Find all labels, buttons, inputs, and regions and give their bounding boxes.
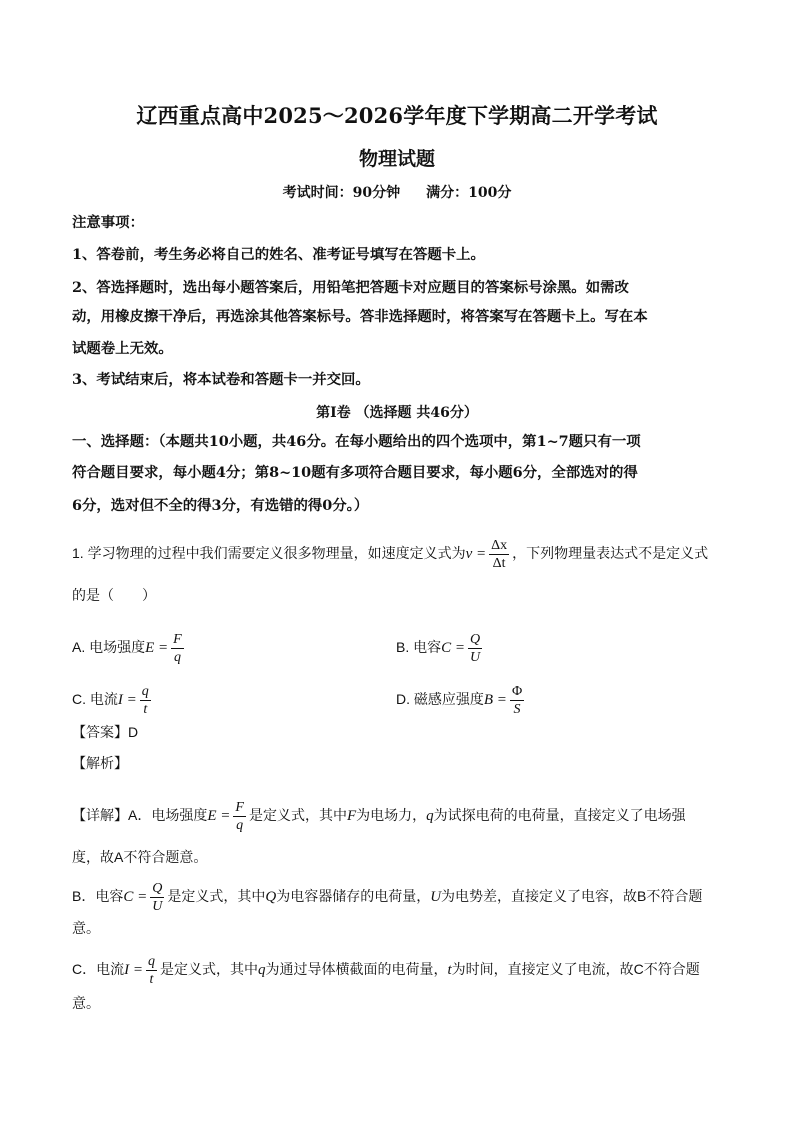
- detail-a-line2: 度，故A不符合题意。: [72, 849, 208, 865]
- detail-a: 【详解】A．电场强度E = $\frac{F}{q}$ 是定义式，其中F为电场力，q为试探电荷的电荷量，直接定义了电场强: [72, 800, 686, 833]
- section-instructions: 符合题目要求，每小题4分；第8~10题有多项符合题目要求，每小题6分，全部选对的得: [72, 464, 638, 481]
- exam-title: 辽西重点高中2025～2026学年度下学期高二开学考试: [136, 103, 658, 128]
- detail-b: B．电容C = $\frac{Q}{U}$ 是定义式，其中Q为电容器储存的电荷量，U为电势差，直接定义了电容，故B不符合题: [72, 881, 703, 914]
- option-d: D. 磁感应强度B = $\frac{\Phi}{S}$: [396, 684, 523, 717]
- exam-time: 考试时间：90分钟: [282, 185, 401, 201]
- section-instructions: 一、选择题：（本题共10小题，共46分。在每小题给出的四个选项中，第1~7题只有一项: [72, 433, 641, 450]
- answer-line: [72, 722, 138, 742]
- detail-b-line2: 意。: [72, 920, 100, 936]
- analysis-tag: 【解析】: [72, 755, 128, 771]
- question-1-stem: 1. 学习物理的过程中我们需要定义很多物理量，如速度定义式为v = $\frac{\Delta x}{\Delta t}$ ，下列物理量表达式不是定义式: [72, 538, 709, 571]
- note-line: 动，用橡皮擦干净后，再选涂其他答案标号。答非选择题时，将答案写在答题卡上。写在本: [72, 308, 648, 325]
- answer-value: D: [128, 724, 139, 740]
- exam-meta: [0, 182, 794, 202]
- section-title: 第Ⅰ卷 （选择题 共46分）: [316, 405, 478, 421]
- note-line: 2、答选择题时，选出每小题答案后，用铅笔把答题卡对应题目的答案标号涂黑。如需改: [72, 279, 629, 296]
- notes-heading: 注意事项：: [72, 214, 144, 231]
- detail-c: C．电流I = $\frac{q}{t}$ 是定义式，其中q为通过导体横截面的电荷量，t为时间，直接定义了电流，故C不符合题: [72, 954, 700, 987]
- question-1-stem-line2: 的是（ ）: [72, 587, 156, 603]
- full-score: 满分：100分: [426, 185, 512, 201]
- note-line: 1、答卷前，考生务必将自己的姓名、准考证号填写在答题卡上。: [72, 246, 485, 263]
- option-c: C. 电流I = $\frac{q}{t}$: [72, 684, 149, 717]
- note-line: 3、考试结束后，将本试卷和答题卡一并交回。: [72, 371, 370, 388]
- option-a: A. 电场强度E = $\frac{F}{q}$: [72, 632, 182, 665]
- velocity-fraction: $\frac{\Delta x}{\Delta t}$: [491, 538, 508, 571]
- option-b: B. 电容C = $\frac{Q}{U}$: [396, 632, 481, 665]
- answer-tag: 【答案】: [72, 724, 128, 740]
- note-line: 试题卷上无效。: [72, 340, 173, 357]
- detail-c-line2: 意。: [72, 995, 100, 1011]
- section-instructions: 6分，选对但不全的得3分，有选错的得0分。）: [72, 497, 369, 514]
- exam-subject: 物理试题: [358, 148, 435, 170]
